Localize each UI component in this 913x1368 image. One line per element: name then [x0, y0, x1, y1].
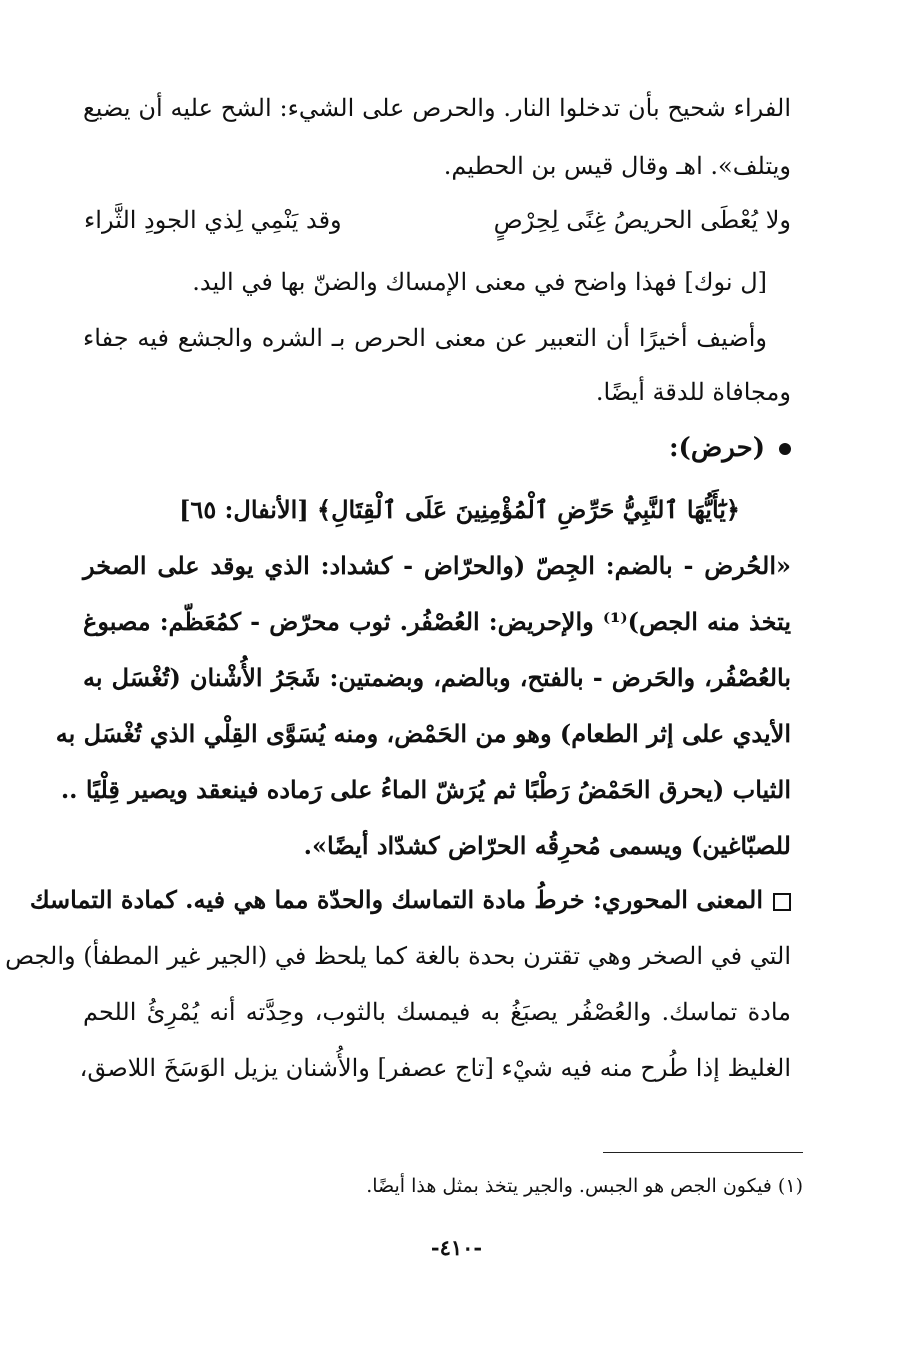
core-meaning-line: التي في الصخر وهي تقترن بحدة بالغة كما يلحظ في (الجير غير المطفأ) والجص — [5, 942, 791, 970]
footnote-divider — [603, 1152, 803, 1153]
core-meaning-line: الغليظ إذا طُرح منه فيه شيْء [تاج عصفر] والأُشنان يزيل الوَسَخَ اللاصق، — [79, 1054, 791, 1082]
bullet-icon — [779, 443, 791, 455]
definition-line: الثياب (يحرق الحَمْضُ رَطْبًا ثم يُرَشّ الماءُ على رَماده فينعقد ويصير قِلْيًا .. — [60, 775, 791, 804]
text-line: ومجافاة للدقة أيضًا. — [595, 378, 791, 406]
entry-root: (حرض): — [668, 433, 765, 463]
definition-line: الأيدي على إثر الطعام) وهو من الحَمْض، ومنه يُسَوَّى القِلْي الذي تُغْسَل به — [55, 719, 791, 748]
text-line: الفراء شحيح بأن تدخلوا النار. والحرص على الشيء: الشح عليه أن يضيع — [83, 94, 791, 122]
definition-line: للصبّاغين) ويسمى مُحرِقُه الحرّاض كشدّاد أيضًا». — [303, 831, 791, 860]
quran-verse: ﴿يَٰٓأَيُّهَا ٱلنَّبِيُّ حَرِّضِ ٱلْمُؤْمِنِينَ عَلَى ٱلْقِتَالِ﴾ [الأنفال: ٦٥] — [179, 495, 740, 524]
page-number: -٤١٠- — [430, 1235, 483, 1260]
footnote: (١) فيكون الجص هو الجبس. والجير يتخذ بمثل هذا أيضًا. — [366, 1175, 803, 1197]
verse-first-hemistich: ولا يُعْطَى الحريصُ غِنًى لِحِرْصٍ — [493, 206, 791, 234]
verse-second-hemistich: وقد يَنْمِي لِذي الجودِ الثَّراء — [84, 206, 342, 234]
core-meaning-title: المعنى المحوري: خرطُ مادة التماسك والحدّة مما هي فيه. كمادة التماسك — [29, 885, 763, 914]
square-marker-icon — [773, 893, 791, 911]
entry-heading — [669, 428, 791, 468]
definition-line: يتخذ منه الجص)⁽¹⁾ والإحريض: العُصْفُر. ثوب محرّض - كمُعَظّم: مصبوغ — [83, 607, 791, 636]
definition-line: بالعُصْفُر، والحَرض - بالفتح، وبالضم، وبضمتين: شَجَرُ الأُشْنان (تُغْسَل به — [83, 663, 791, 692]
definition-line: «الحُرض - بالضم: الجِصّ (والحرّاض - كشداد: الذي يوقد على الصخر — [83, 551, 791, 580]
text-line: [ل نوك] فهذا واضح في معنى الإمساك والضنّ بها في اليد. — [192, 268, 767, 296]
text-line: وأضيف أخيرًا أن التعبير عن معنى الحرص بـ الشره والجشع فيه جفاء — [83, 324, 767, 352]
text-line: ويتلف». اهـ وقال قيس بن الحطيم. — [443, 152, 791, 180]
core-meaning-line: مادة تماسك. والعُصْفُر يصبَغُ به فيمسك بالثوب، وحِدَّته أنه يُمْرِئُ اللحم — [83, 998, 791, 1026]
core-meaning-line — [29, 880, 791, 920]
